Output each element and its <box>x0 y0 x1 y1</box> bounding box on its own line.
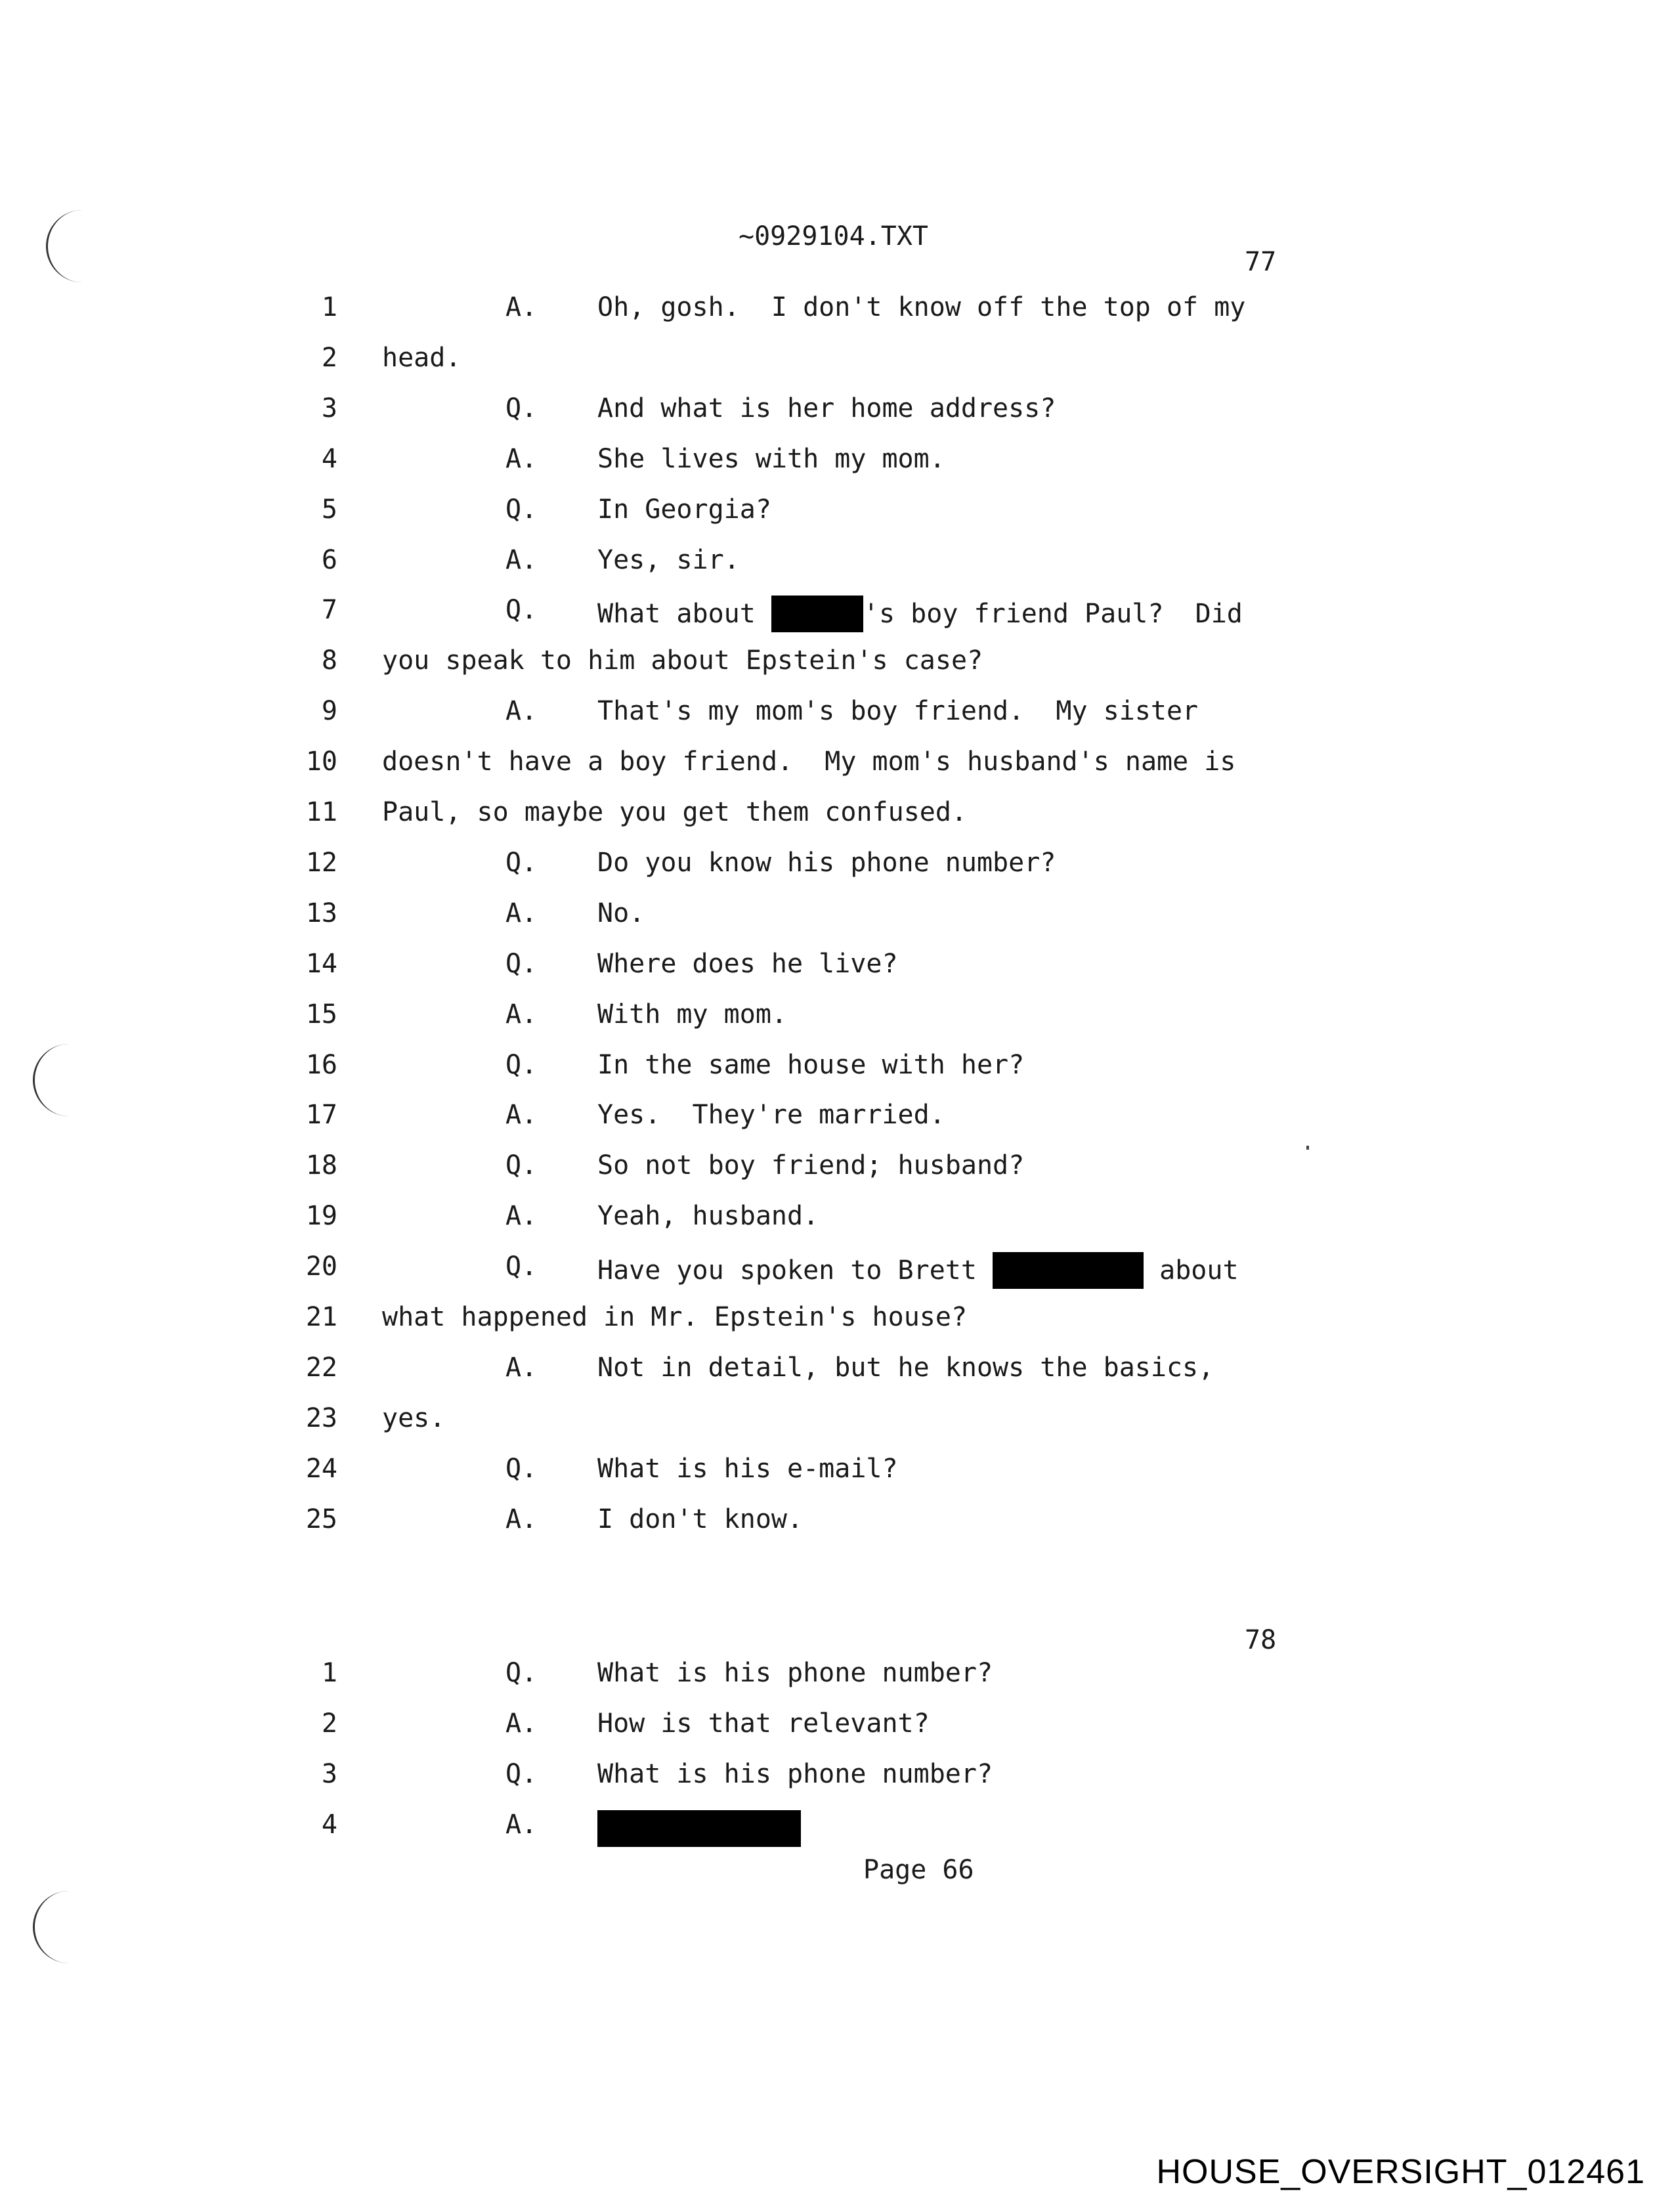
line-number: 10 <box>305 747 337 777</box>
line-number: 5 <box>321 494 337 525</box>
testimony-text-part: Have you spoken to Brett <box>597 1255 993 1286</box>
line-number: 8 <box>321 645 337 676</box>
testimony-text-part: Yes, sir. <box>597 544 740 575</box>
speaker-label: A. <box>505 1708 538 1739</box>
transcript-line <box>0 1203 1674 1242</box>
punch-hole-bottom <box>33 1891 94 1963</box>
transcript-line <box>0 1710 1674 1750</box>
transcript-line <box>0 1049 1674 1091</box>
transcript-line <box>0 443 1674 485</box>
testimony-text <box>597 544 740 575</box>
speaker-label: A. <box>505 999 538 1030</box>
speaker-label: Q. <box>505 948 538 979</box>
line-number: 19 <box>305 1201 337 1232</box>
transcript-line <box>0 1001 1674 1041</box>
line-number: 9 <box>321 696 337 727</box>
transcript-line <box>0 799 1674 838</box>
speaker-label: Q. <box>505 1453 538 1484</box>
testimony-text <box>597 597 1243 634</box>
speaker-label: A. <box>505 1352 538 1383</box>
testimony-text-part: That's my mom's boy friend. My sister <box>597 696 1199 727</box>
transcript-line <box>0 342 1674 384</box>
line-number: 2 <box>321 342 337 373</box>
page-number-78: 78 <box>1245 1625 1277 1655</box>
testimony-text <box>597 1811 801 1848</box>
line-number: 13 <box>305 898 337 928</box>
transcript-line <box>0 1811 1674 1851</box>
testimony-text <box>597 1506 803 1532</box>
transcript-line <box>0 1761 1674 1800</box>
testimony-text <box>597 1049 1025 1080</box>
line-number: 23 <box>305 1402 337 1433</box>
transcript-line <box>0 395 1674 435</box>
line-number: 25 <box>305 1504 337 1534</box>
transcript-line <box>0 1304 1674 1343</box>
line-number: 18 <box>305 1150 337 1181</box>
speaker-label: Q. <box>505 393 538 423</box>
testimony-text-part: And what is her home address? <box>597 393 1056 423</box>
transcript-line <box>0 544 1674 586</box>
line-number: 22 <box>305 1352 337 1383</box>
line-number: 3 <box>321 1759 337 1789</box>
testimony-text-part: What about <box>597 599 771 630</box>
line-number: 16 <box>305 1049 337 1080</box>
testimony-text <box>597 1100 945 1131</box>
punch-hole-top <box>46 210 107 282</box>
file-name: ~0929104.TXT <box>739 221 928 251</box>
transcript-line <box>0 900 1674 940</box>
testimony-text-part: I don't know. <box>597 1504 804 1534</box>
continuation-text: what happened in Mr. Epstein's house? <box>382 1302 968 1332</box>
line-number: 24 <box>305 1453 337 1484</box>
line-number: 1 <box>321 292 337 322</box>
line-number: 4 <box>321 443 337 474</box>
testimony-text <box>597 1710 930 1737</box>
redaction-box <box>993 1252 1144 1289</box>
speaker-label: Q. <box>505 1658 538 1688</box>
testimony-text-part: Not in detail, but he knows the basics, <box>597 1352 1214 1383</box>
transcript-line <box>0 1352 1674 1394</box>
testimony-text <box>597 900 645 926</box>
testimony-text <box>597 696 1199 727</box>
testimony-text-part: Do you know his phone number? <box>597 847 1056 878</box>
speaker-label: A. <box>505 443 538 474</box>
line-number: 12 <box>305 847 337 878</box>
testimony-text-part: Where does he live? <box>597 948 898 979</box>
testimony-text <box>597 1253 1239 1290</box>
testimony-text-part: Oh, gosh. I don't know off the top of my <box>597 292 1246 322</box>
transcript-line <box>0 647 1674 687</box>
speaker-label: Q. <box>505 494 538 525</box>
line-number: 14 <box>305 948 337 979</box>
testimony-text <box>597 948 898 979</box>
line-number: 20 <box>305 1251 337 1282</box>
testimony-text <box>597 496 771 523</box>
transcript-line <box>0 1660 1674 1699</box>
testimony-text-part: about <box>1144 1255 1239 1286</box>
line-number: 6 <box>321 544 337 575</box>
speaker-label: A. <box>505 544 538 575</box>
transcript-line <box>0 1402 1674 1444</box>
testimony-text-part: No. <box>597 898 645 928</box>
line-number: 2 <box>321 1708 337 1739</box>
testimony-text-part: She lives with my mom. <box>597 443 945 474</box>
speaker-label: Q. <box>505 1759 538 1789</box>
line-number: 1 <box>321 1658 337 1688</box>
line-number: 3 <box>321 393 337 423</box>
transcript-line <box>0 1253 1674 1293</box>
page-footer-label: Page 66 <box>863 1855 974 1885</box>
speaker-label: A. <box>505 1201 538 1232</box>
testimony-text-part: So not boy friend; husband? <box>597 1150 1025 1181</box>
page-number-77: 77 <box>1245 247 1277 277</box>
testimony-text-part: Yeah, husband. <box>597 1201 819 1232</box>
testimony-text <box>597 1660 993 1686</box>
testimony-text-part: How is that relevant? <box>597 1708 930 1739</box>
testimony-text-part: In Georgia? <box>597 494 771 525</box>
speaker-label: Q. <box>505 1049 538 1080</box>
speaker-label: A. <box>505 1504 538 1534</box>
testimony-text-part: What is his e-mail? <box>597 1453 898 1484</box>
line-number: 11 <box>305 797 337 827</box>
testimony-text <box>597 847 1056 878</box>
transcript-line <box>0 1152 1674 1192</box>
line-number: 21 <box>305 1302 337 1332</box>
line-number: 7 <box>321 595 337 626</box>
transcript-line <box>0 496 1674 536</box>
testimony-text <box>597 395 1056 422</box>
testimony-text-part: With my mom. <box>597 999 787 1030</box>
speaker-label: Q. <box>505 1150 538 1181</box>
speaker-label: A. <box>505 898 538 928</box>
transcript-line <box>0 1506 1674 1546</box>
testimony-text <box>597 443 945 474</box>
testimony-text <box>597 1152 1024 1179</box>
transcript-line <box>0 597 1674 636</box>
scan-speck <box>1306 1146 1309 1150</box>
speaker-label: A. <box>505 1100 538 1131</box>
testimony-text-part: Yes. They're married. <box>597 1100 945 1131</box>
continuation-text: you speak to him about Epstein's case? <box>382 645 983 676</box>
testimony-text <box>597 1201 819 1232</box>
testimony-text <box>597 1352 1214 1383</box>
continuation-text: head. <box>382 342 461 373</box>
testimony-text-part: What is his phone number? <box>597 1759 993 1789</box>
speaker-label: A. <box>505 696 538 727</box>
bates-number: HOUSE_OVERSIGHT_012461 <box>1156 2153 1645 2191</box>
speaker-label: A. <box>505 292 538 322</box>
testimony-text-part: 's boy friend Paul? Did <box>863 599 1243 630</box>
testimony-text-part: What is his phone number? <box>597 1658 993 1688</box>
transcript-line <box>0 1453 1674 1495</box>
transcript-line <box>0 1102 1674 1141</box>
continuation-text: doesn't have a boy friend. My mom's husband's name is <box>382 747 1236 777</box>
redaction-box <box>771 596 863 632</box>
transcript-line <box>0 948 1674 990</box>
testimony-text <box>597 294 1245 320</box>
testimony-text <box>597 1761 993 1787</box>
transcript-line <box>0 847 1674 889</box>
continuation-text: yes. <box>382 1402 446 1433</box>
redaction-box <box>597 1810 801 1847</box>
line-number: 4 <box>321 1810 337 1840</box>
transcript-line <box>0 748 1674 788</box>
speaker-label: A. <box>505 1810 538 1840</box>
testimony-text-part: In the same house with her? <box>597 1049 1025 1080</box>
transcript-line <box>0 294 1674 334</box>
continuation-text: Paul, so maybe you get them confused. <box>382 797 968 827</box>
speaker-label: Q. <box>505 847 538 878</box>
speaker-label: Q. <box>505 1251 538 1282</box>
line-number: 15 <box>305 999 337 1030</box>
transcript-line <box>0 698 1674 737</box>
testimony-text <box>597 1001 787 1028</box>
speaker-label: Q. <box>505 595 538 626</box>
testimony-text <box>597 1453 898 1484</box>
line-number: 17 <box>305 1100 337 1131</box>
